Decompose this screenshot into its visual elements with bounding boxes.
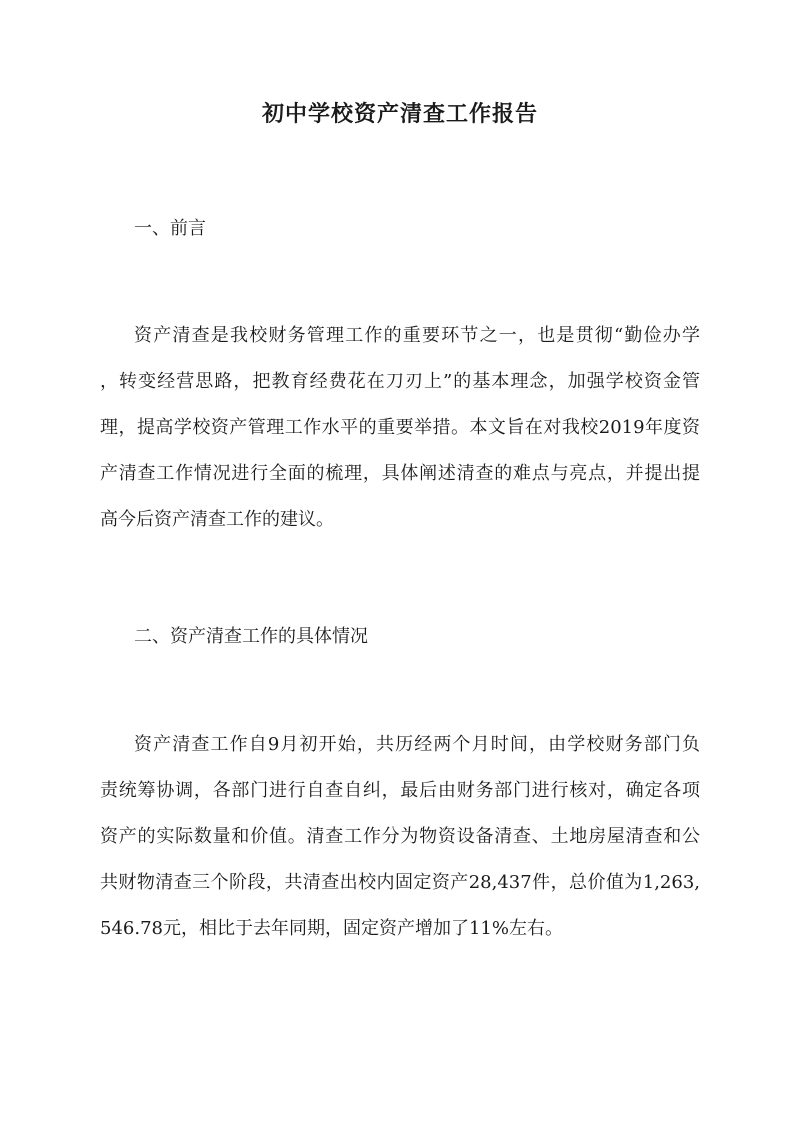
paragraph-line: 理，提高学校资产管理工作水平的重要举措。本文旨在对我校2019年度资: [100, 417, 700, 438]
paragraph-line: 共财物清查三个阶段，共清查出校内固定资产28,437件，总价值为1,263,: [100, 872, 700, 893]
paragraph-line: 资产清查是我校财务管理工作的重要环节之一，也是贯彻“勤俭办学: [134, 325, 700, 346]
section-heading-details: 二、资产清查工作的具体情况: [134, 626, 368, 647]
paragraph-line: 546.78元，相比于去年同期，固定资产增加了11%左右。: [100, 918, 563, 939]
document-title: 初中学校资产清查工作报告: [261, 101, 538, 127]
paragraph-line: 责统筹协调，各部门进行自查自纠，最后由财务部门进行核对，确定各项: [100, 780, 700, 801]
section-heading-preface: 一、前言: [134, 218, 206, 239]
section-paragraph-preface: [100, 313, 700, 543]
paragraph-line: 高今后资产清查工作的建议。: [100, 509, 334, 530]
paragraph-line: 产清查工作情况进行全面的梳理，具体阐述清查的难点与亮点，并提出提: [100, 463, 700, 484]
paragraph-line: 资产清查工作自9月初开始，共历经两个月时间，由学校财务部门负: [134, 734, 700, 755]
paragraph-line: ，转变经营思路，把教育经费花在刀刃上”的基本理念，加强学校资金管: [100, 371, 700, 392]
paragraph-line: 资产的实际数量和价值。清查工作分为物资设备清查、土地房屋清查和公: [100, 826, 700, 847]
section-paragraph-details: [100, 722, 700, 952]
